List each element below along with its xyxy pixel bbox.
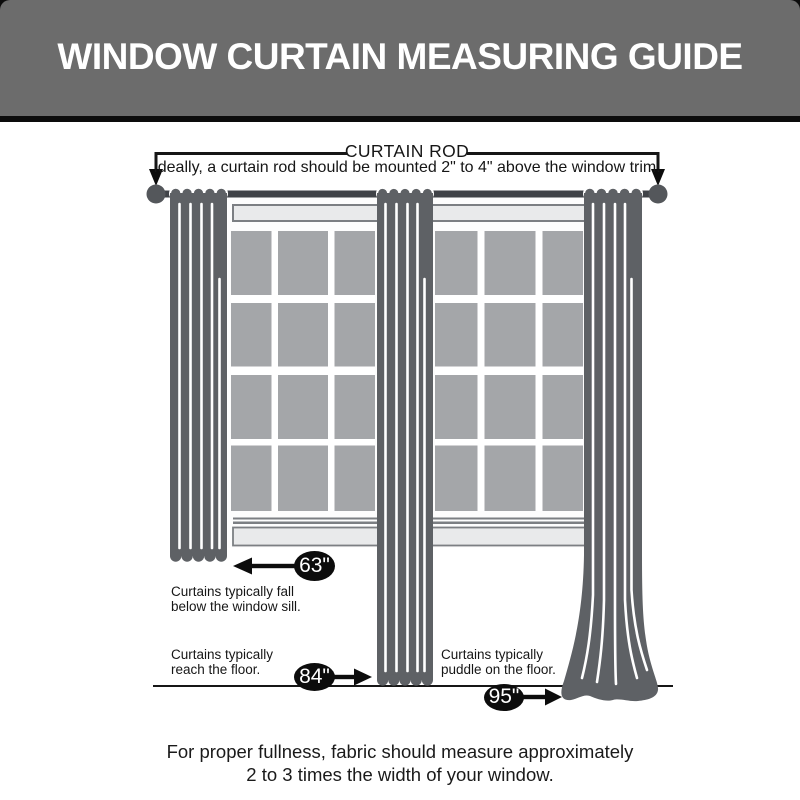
- fullness-line: 2 to 3 times the width of your window.: [246, 763, 554, 785]
- length-badge-63: [294, 551, 335, 581]
- mullion: [435, 439, 583, 446]
- rod-finial-left: [147, 185, 166, 204]
- note-line: Curtains typically fall: [171, 584, 295, 599]
- note-reach-floor: [171, 647, 273, 677]
- window-sill: [233, 518, 635, 546]
- page-title: WINDOW CURTAIN MEASURING GUIDE: [57, 36, 743, 77]
- fullness-line: For proper fullness, fabric should measure approximately: [166, 741, 634, 762]
- length-value: 84": [299, 664, 330, 688]
- sill-band: [233, 528, 635, 546]
- note-below-sill: [171, 584, 301, 614]
- note-line: below the window sill.: [171, 599, 301, 614]
- sill-line: [233, 522, 635, 525]
- length-value: 63": [299, 553, 330, 577]
- pane-grid-left: [231, 231, 375, 511]
- sill-line: [233, 518, 635, 520]
- note-puddle-floor: [441, 647, 556, 677]
- length-badge-95: [484, 684, 524, 711]
- curtain-panel-63: [170, 188, 227, 562]
- measure-arrow-63: [233, 558, 296, 575]
- mullion: [435, 295, 583, 303]
- curtain-rod-note: Ideally, a curtain rod should be mounted 2" to 4" above the window trim.: [153, 158, 661, 176]
- curtain-rod-label: CURTAIN ROD: [344, 141, 470, 161]
- rod-finial-right: [649, 185, 668, 204]
- mullion: [231, 295, 375, 303]
- window-head-trim: [233, 205, 635, 221]
- curtain-bottom-scallops: [170, 550, 227, 561]
- note-line: Curtains typically: [441, 647, 544, 662]
- mullion: [231, 367, 375, 376]
- window: [228, 196, 640, 548]
- mullion: [231, 439, 375, 446]
- note-line: Curtains typically: [171, 647, 274, 662]
- measure-arrow-84: [332, 669, 372, 686]
- length-value: 95": [488, 685, 520, 708]
- measure-arrow-95: [521, 689, 562, 706]
- mullion: [435, 367, 583, 376]
- curtain-panel-84: [377, 188, 433, 686]
- length-badge-84: [294, 663, 335, 691]
- curtain-bottom-scallops: [377, 674, 433, 685]
- note-line: reach the floor.: [171, 662, 261, 677]
- pane-grid-right: [435, 231, 583, 511]
- fullness-note: [0, 741, 800, 786]
- note-line: puddle on the floor.: [441, 662, 556, 677]
